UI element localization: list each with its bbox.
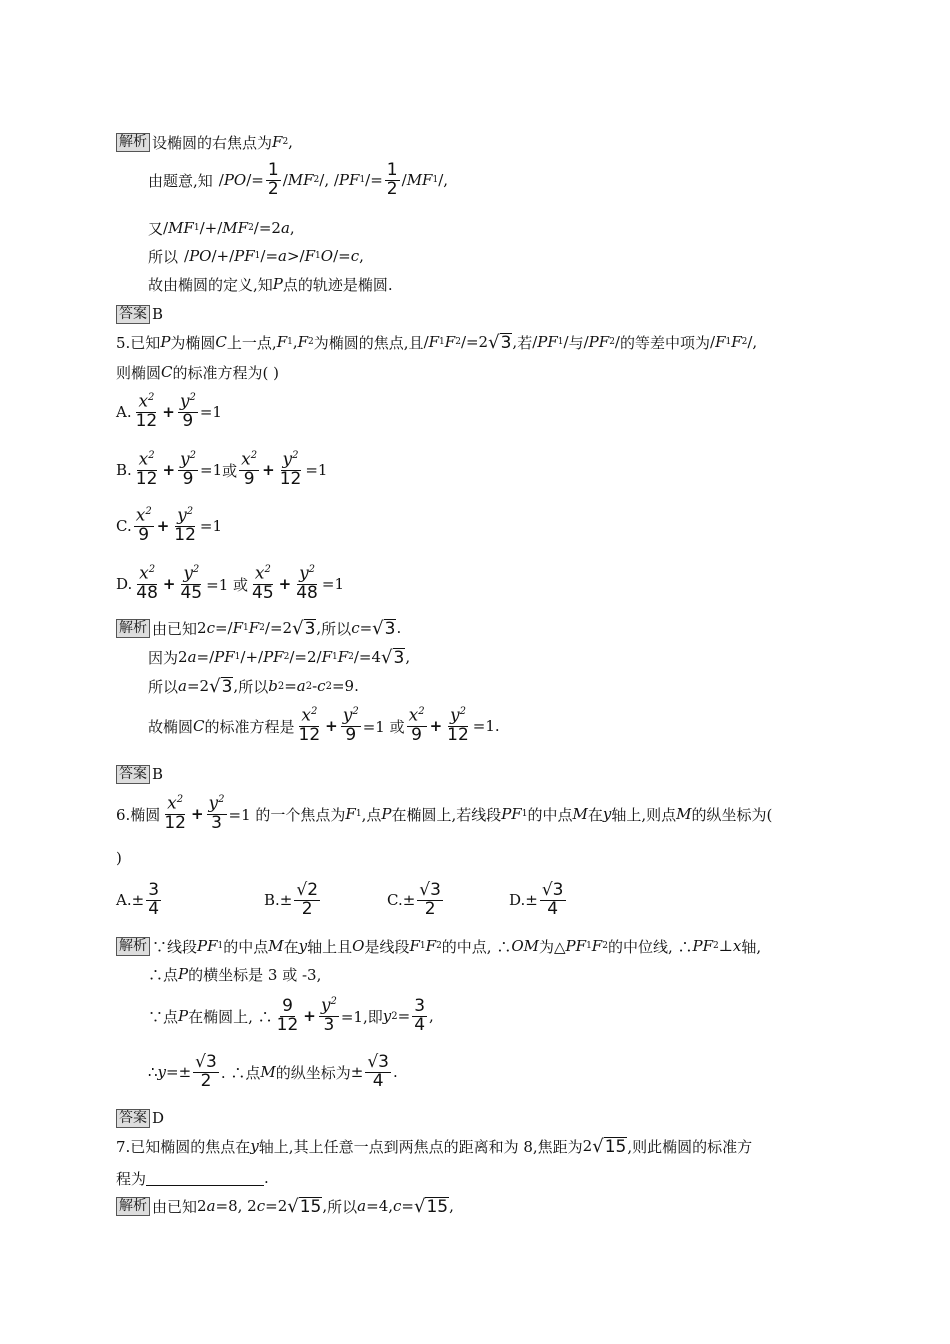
q5-solution-line-2: 因为 2 a =/ PF 1 /+/ PF 2 /=2/ F 1 F 2 /=4 √ 3 , [148,646,411,668]
q6-stem-line-2: ) [116,849,122,867]
prev-solution-line-3: 又 / MF 1 /+/ MF 2 /=2 a , [148,219,295,238]
prev-solution-line-2: 由题意,知 / PO /= $\frac{1}{2}$ / MF 2 /, / PF 1 /= $\frac{1}{2}$ / MF 1 /, [148,159,449,199]
q5-solution-line-3: 所以 a =2 √ 3 , 所以 b 2 = a 2 - c 2 =9. [148,675,359,697]
q7-solution-line-1: 解析 由已知 2 a =8, 2 c =2 √ 15 , 所以 a =4, c = √ 15 , [116,1186,454,1226]
answer-tag: 答案 [116,305,150,324]
q6-solution-line-4: ∴ y =± $\frac{√3}{2}$ . ∴点 M 的纵坐标为 ± $\frac{√3}{4}$ . [148,1051,398,1091]
q5-option-b[interactable]: B. $\frac{x^2}{12}$ + $\frac{y^2}{9}$ =1 或 $\frac{x^2}{9}$ + $\frac{y^2}{12}$ =1 [116,449,328,489]
q5-option-d[interactable]: D. $\frac{x^2}{48}$ + $\frac{y^2}{45}$ =1 或 $\frac{x^2}{45}$ + $\frac{y^2}{48}$ =1 [116,563,344,603]
q7-stem-line-2: 程为 . [116,1169,269,1188]
prev-solution-line-5: 故由椭圆的定义,知 P 点的轨迹是椭圆. [148,275,393,294]
q6-solution-line-3: ∵点 P 在椭圆上, ∴ $\frac{9}{12}$ + $\frac{y^2}{3}$ =1,即 y 2 = $\frac{3}{4}$ , [148,995,434,1035]
analysis-tag: 解析 [116,133,150,152]
analysis-tag: 解析 [116,619,150,638]
answer-tag: 答案 [116,765,150,784]
q6-option-b[interactable]: B. ± $\frac{√2}{2}$ [264,879,319,919]
q5-answer-line [116,754,163,794]
q5-solution-line-4: 故椭圆 C 的标准方程是 $\frac{x^2}{12}$ + $\frac{y^2}{9}$ =1 或 $\frac{x^2}{9}$ + $\frac{y^2}{12}$ =1. [148,705,500,745]
q5-stem-line-2: 则椭圆 C 的标准方程为( ) [116,363,279,382]
q6-answer: D [152,1109,165,1127]
q5-option-c[interactable]: C. $\frac{x^2}{9}$ + $\frac{y^2}{12}$ =1 [116,505,223,545]
analysis-tag: 解析 [116,937,150,956]
q5-stem-line-1: 5.已知 P 为椭圆 C 上一点, F 1 , F 2 为椭圆的焦点,且 / F 1 F 2 /=2 √ 3 , 若 / PF 1 / 与 / PF 2 / 的等差中项为 / F 1 F 2 /, [116,331,758,353]
answer-tag: 答案 [116,1109,150,1128]
q5-solution-line-1: 解析 由已知 2 c =/ F 1 F 2 /=2 √ 3 , 所以 c = √ 3 . [116,608,401,648]
q6-option-a[interactable]: A. ± $\frac{3}{4}$ [116,879,160,919]
q5-option-a[interactable]: A. $\frac{x^2}{12}$ + $\frac{y^2}{9}$ =1 [116,391,222,431]
q6-option-c[interactable]: C. ± $\frac{√3}{2}$ [387,879,441,919]
q5-answer: B [152,765,164,783]
prev-answer: B [152,305,164,323]
analysis-tag: 解析 [116,1197,150,1216]
q6-option-d[interactable]: D. ± $\frac{√3}{4}$ [509,879,564,919]
q6-stem-line-1: 6.椭圆 $\frac{x^2}{12}$ + $\frac{y^2}{3}$ =1 的一个焦点为 F 1 ,点 P 在椭圆上,若线段 PF 1 的中点 M 在 y 轴上,则点 M 的纵坐标为( [116,793,773,833]
prev-solution-line-4: 所以 / PO /+/ PF 1 /= a >/ F 1 O /= c , [148,247,364,266]
answer-blank[interactable] [146,1171,264,1186]
q6-options [116,880,568,920]
q6-solution-line-2: ∴点 P 的横坐标是 3 或 -3, [148,965,322,984]
q7-stem-line-1: 7.已知椭圆的焦点在 y 轴上,其上任意一点到两焦点的距离和为 8,焦距为 2 √ 15 ,则此椭圆的标准方 [116,1135,753,1157]
prev-solution-line-1: 解析 设椭圆的右焦点为 F 2 , [116,122,293,162]
q6-solution-line-1: 解析 ∵线段 PF 1 的中点 M 在 y 轴上且 O 是线段 F 1 F 2 的中点, ∴ OM 为△ PF 1 F 2 的中位线, ∴ PF 2 ⊥ x 轴, [116,926,761,966]
